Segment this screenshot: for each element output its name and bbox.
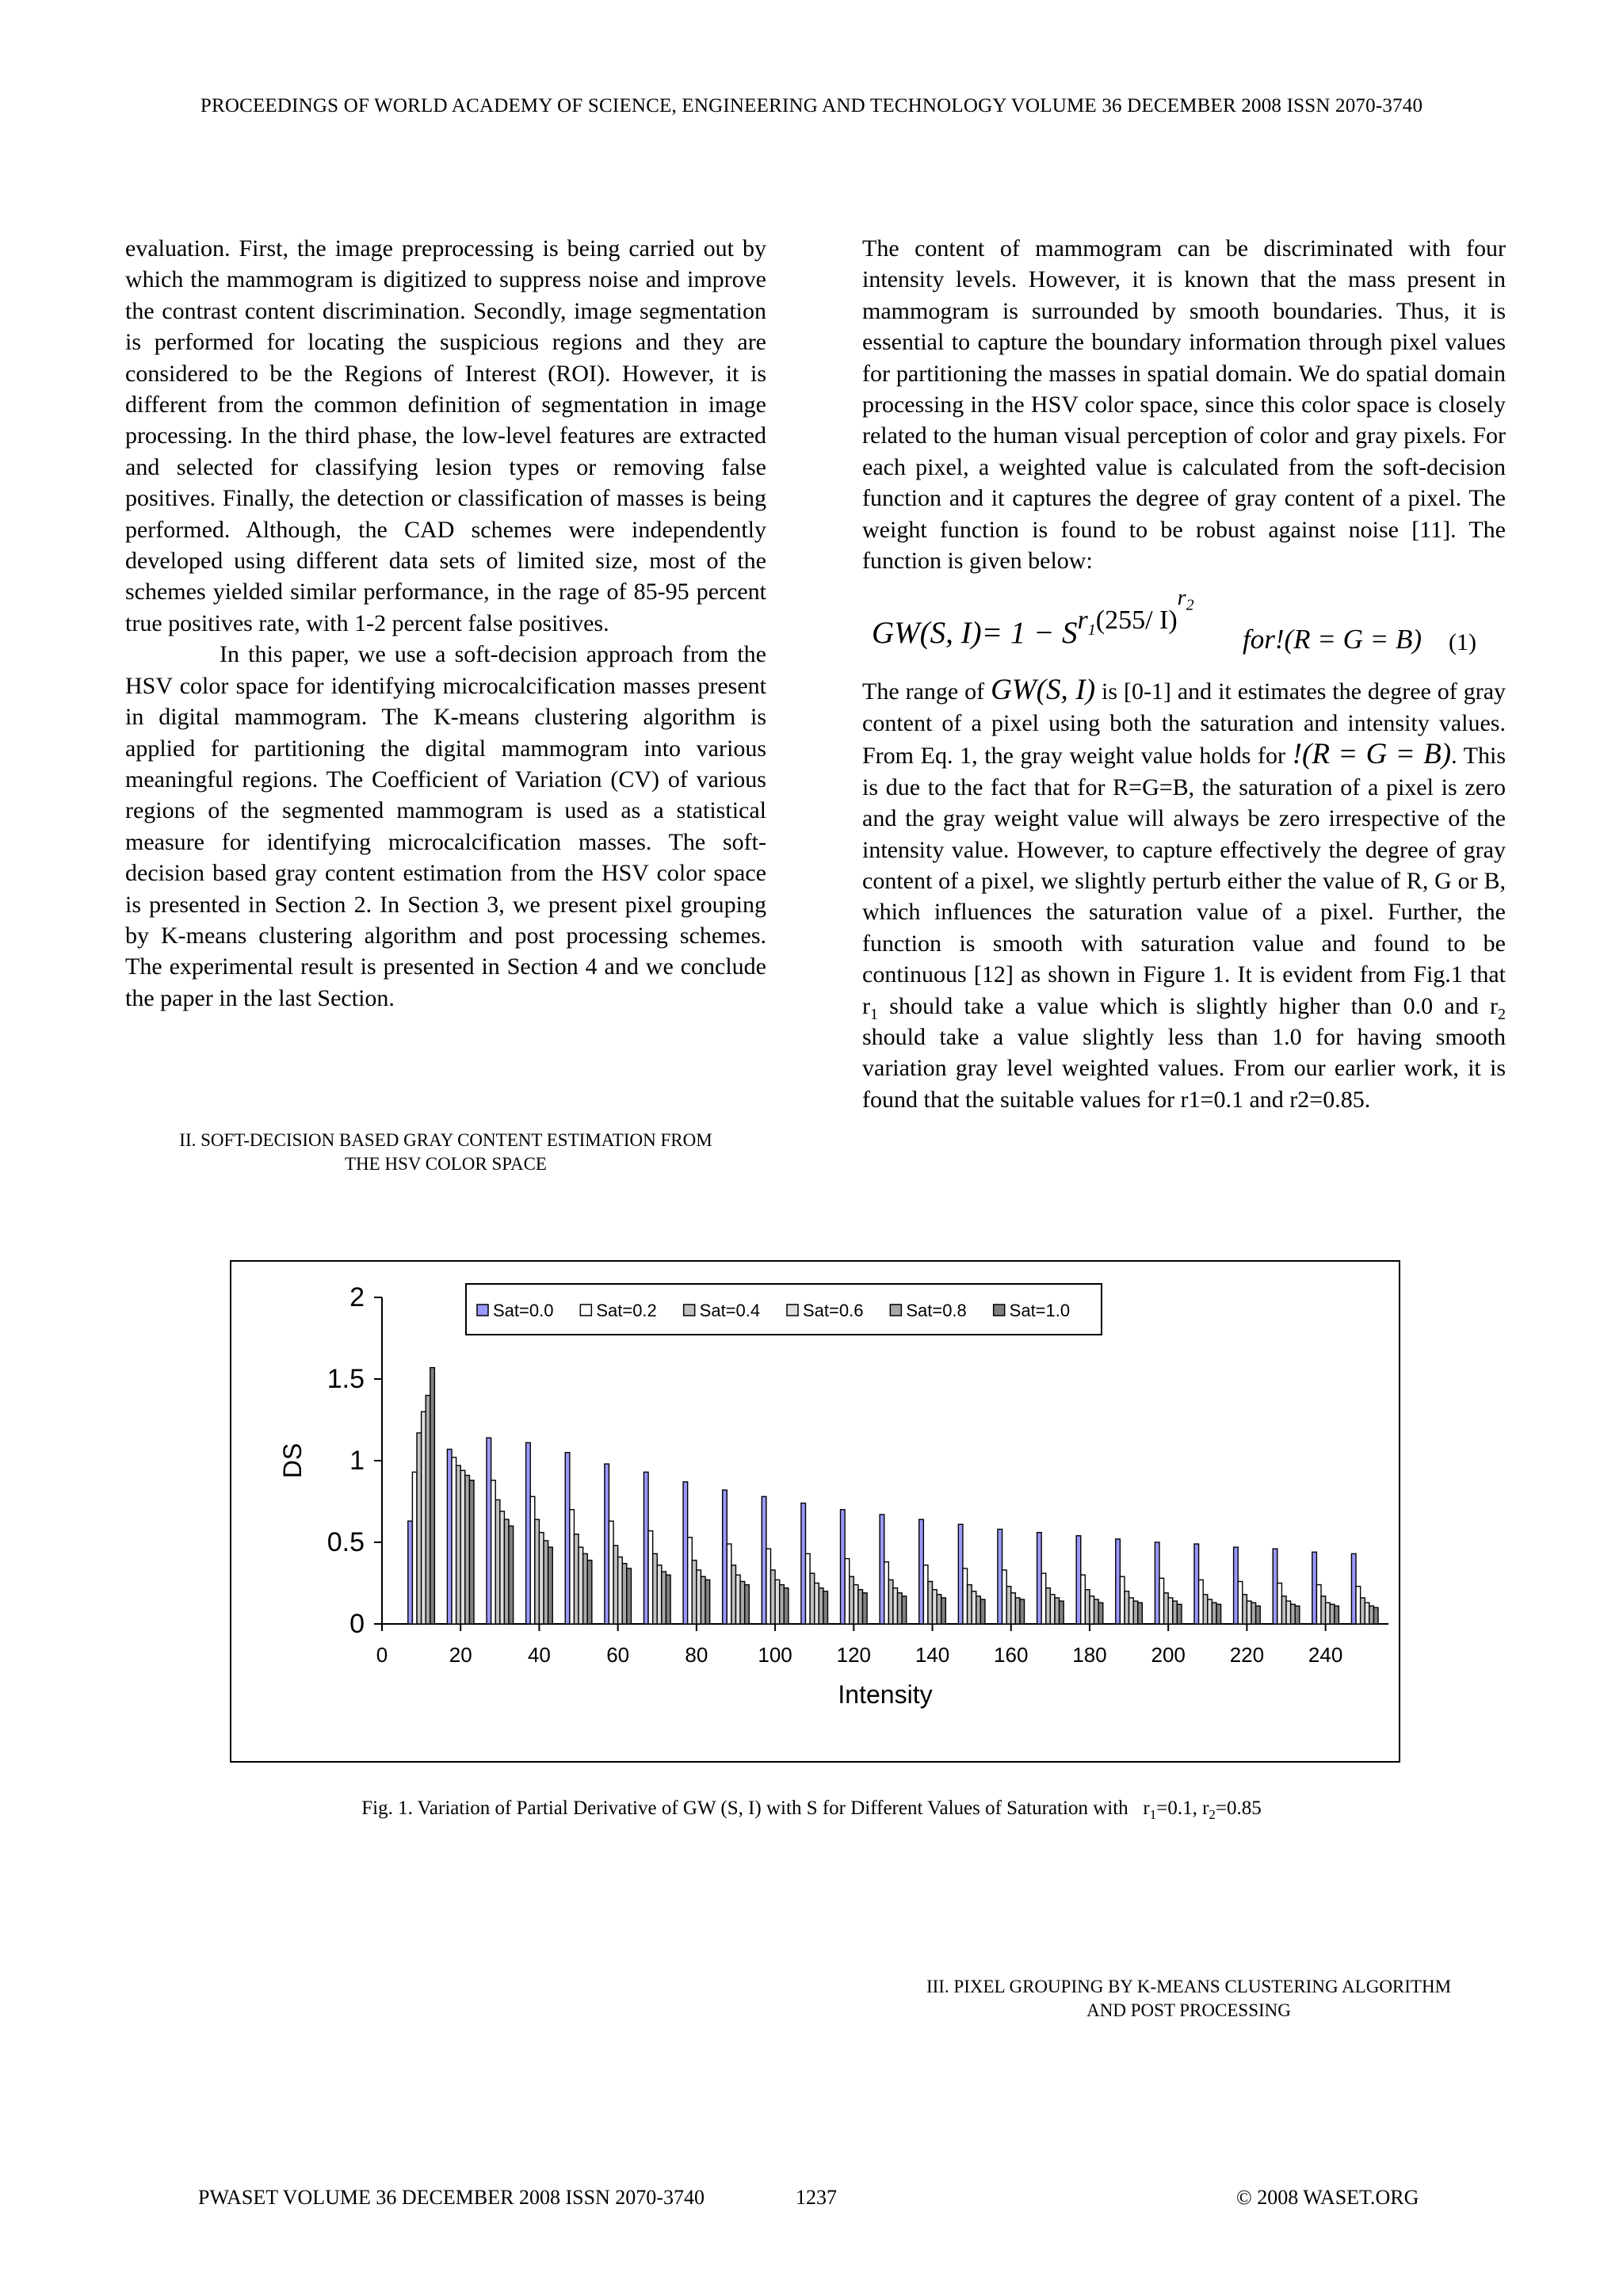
x-tick-label: 100: [758, 1643, 792, 1667]
bar-sat-0-2: [1199, 1580, 1204, 1624]
caption-text: Fig. 1. Variation of Partial Derivative of GW (S, I) with S for Different Values of Saturation with: [361, 1797, 1128, 1819]
bar-sat-0-8: [819, 1588, 823, 1624]
bar-sat-0-4: [1085, 1590, 1090, 1624]
bar-sat-0-8: [426, 1396, 430, 1624]
x-tick-label: 60: [606, 1643, 630, 1667]
bar-sat-0-8: [858, 1590, 863, 1624]
bar-sat-0-8: [1094, 1599, 1099, 1624]
legend-label: Sat=0.4: [699, 1301, 761, 1320]
y-axis-label: DS: [278, 1442, 307, 1479]
legend-label: Sat=0.2: [596, 1301, 657, 1320]
bar-sat-0-8: [976, 1596, 981, 1624]
footer-copyright: © 2008 WASET.ORG: [1236, 2186, 1419, 2209]
equation-base: (255/ I): [1095, 606, 1178, 636]
bar-sat-0-6: [579, 1547, 583, 1624]
bar-sat-0-2: [570, 1510, 575, 1624]
bar-sat-0-0: [447, 1450, 452, 1624]
bar-sat-0-2: [688, 1538, 693, 1624]
bar-sat-0-4: [1243, 1595, 1247, 1624]
left-column: [125, 233, 766, 1014]
caption-r1-value: =0.1, r: [1156, 1797, 1209, 1819]
bar-sat-1-0: [430, 1368, 435, 1624]
bar-sat-1-0: [469, 1480, 474, 1624]
bar-sat-1-0: [941, 1598, 946, 1624]
bar-sat-1-0: [784, 1588, 789, 1624]
bar-sat-1-0: [1295, 1606, 1300, 1624]
bar-sat-1-0: [1098, 1603, 1103, 1624]
bar-sat-0-4: [968, 1585, 972, 1624]
range-end: should take a value slightly less than 1.0 for having smooth variation gray level weighted values. From our earlier work, it is found that the suitable values for r1=0.1 and r2=0.85.: [862, 1023, 1506, 1113]
bar-sat-0-8: [1291, 1604, 1296, 1624]
bar-sat-0-6: [854, 1585, 858, 1624]
legend-label: Sat=0.8: [906, 1301, 967, 1320]
bar-sat-0-8: [1015, 1598, 1020, 1624]
bar-sat-0-0: [1312, 1552, 1317, 1624]
legend-swatch: [994, 1305, 1005, 1316]
bar-sat-0-4: [574, 1534, 579, 1624]
bar-sat-1-0: [1216, 1604, 1221, 1624]
bar-sat-0-2: [648, 1531, 653, 1624]
bar-sat-0-0: [1351, 1553, 1356, 1624]
bar-sat-0-4: [928, 1581, 933, 1624]
bar-sat-0-4: [731, 1565, 736, 1624]
bar-sat-0-6: [460, 1470, 465, 1624]
r2-subscript: 2: [1498, 1005, 1506, 1023]
bar-sat-0-8: [1369, 1606, 1374, 1624]
right-paragraph-2: [862, 674, 1506, 1115]
bar-sat-0-0: [526, 1442, 531, 1624]
bar-sat-1-0: [666, 1575, 670, 1624]
bar-sat-0-4: [417, 1433, 422, 1624]
bar-sat-0-6: [735, 1575, 740, 1624]
bar-sat-0-4: [810, 1573, 815, 1624]
bar-sat-0-6: [1208, 1599, 1212, 1624]
ds-intensity-chart: [231, 1262, 1399, 1761]
bar-sat-0-8: [1055, 1598, 1060, 1624]
equation-exponent-r: r: [1077, 606, 1088, 636]
bar-sat-0-6: [657, 1565, 662, 1624]
bar-sat-0-2: [452, 1457, 456, 1624]
y-tick-label: 2: [349, 1282, 365, 1312]
bar-sat-0-2: [1356, 1587, 1361, 1624]
bar-sat-1-0: [587, 1561, 592, 1624]
bar-sat-0-0: [683, 1482, 688, 1624]
range-after-r1: should take a value which is slightly higher than 0.0 and r: [878, 992, 1498, 1019]
equation-exponent-r1-sub: 1: [1087, 621, 1096, 640]
equation-lhs: GW(S, I): [872, 616, 982, 651]
bar-sat-0-2: [412, 1472, 417, 1624]
bar-sat-0-8: [937, 1595, 941, 1624]
bar-sat-0-4: [1203, 1595, 1208, 1624]
left-paragraph-2: In this paper, we use a soft-decision approach from the HSV color space for identifying microcalcification masses present in digital mammogram. The K-means clustering algorithm is applied for partitioning the digital mammogram into various meaningful regions. The Coefficient of Variation (CV) of various regions of the segmented mammogram is used as a statistical measure for identifying microcalcification masses. The soft-decision based gray content estimation from the HSV color space is presented in Section 2. In Section 3, we present pixel grouping by K-means clustering algorithm and post processing schemes. The experimental result is presented in Section 4 and we conclude the paper in the last Section.: [125, 641, 766, 1011]
bar-sat-0-6: [1129, 1598, 1134, 1624]
bar-sat-0-0: [1037, 1533, 1042, 1624]
bar-sat-0-6: [1168, 1598, 1173, 1624]
bar-sat-0-8: [1330, 1604, 1335, 1624]
bar-sat-0-0: [762, 1496, 766, 1624]
bar-sat-0-4: [1006, 1587, 1011, 1624]
bar-sat-0-6: [1286, 1601, 1291, 1624]
x-tick-label: 160: [994, 1643, 1029, 1667]
bar-sat-1-0: [823, 1591, 828, 1624]
bar-sat-0-6: [933, 1590, 938, 1624]
bar-sat-0-0: [919, 1519, 924, 1624]
bar-sat-0-6: [775, 1580, 780, 1624]
bar-sat-0-2: [923, 1565, 928, 1624]
section-3-heading: [872, 1975, 1506, 2023]
bar-sat-0-0: [1076, 1536, 1081, 1624]
bar-sat-0-4: [888, 1580, 893, 1624]
right-paragraph-1: The content of mammogram can be discriminated with four intensity levels. However, it is known that the mass present in mammogram is surrounded by smooth boundaries. Thus, it is essential to capture the boundary information through pixel values for partitioning the masses in spatial domain. We do spatial domain processing in the HSV color space, since this color space is closely related to the human visual perception of color and gray pixels. For each pixel, a weighted value is calculated from the soft-decision function and it captures the degree of gray content of a pixel. The weight function is found to be robust against noise [11]. The function is given below:: [862, 235, 1506, 575]
bar-sat-0-6: [422, 1412, 426, 1624]
section-2-heading-line-2: THE HSV COLOR SPACE: [345, 1154, 547, 1174]
bar-sat-0-0: [1116, 1539, 1121, 1624]
bar-sat-0-4: [653, 1553, 658, 1624]
bar-sat-0-8: [1133, 1601, 1138, 1624]
bar-sat-0-8: [1212, 1603, 1216, 1624]
equation-rhs: = 1 − S: [981, 616, 1078, 651]
legend-label: Sat=1.0: [1009, 1301, 1071, 1320]
bar-sat-0-0: [958, 1524, 963, 1624]
caption-r1-sub: 1: [1149, 1807, 1157, 1822]
equation-exponent-r2: r: [1177, 586, 1186, 611]
section-2-heading: [125, 1129, 766, 1176]
bar-sat-0-0: [487, 1438, 491, 1624]
caption-r2-sub: 2: [1209, 1807, 1216, 1822]
r1-subscript: 1: [870, 1005, 878, 1023]
legend-swatch: [890, 1305, 901, 1316]
bar-sat-0-0: [1194, 1544, 1199, 1624]
bar-sat-0-6: [972, 1591, 976, 1624]
bar-sat-0-4: [1281, 1596, 1286, 1624]
figure-caption: [0, 1797, 1623, 1820]
footer-page-number: 1237: [796, 2186, 837, 2209]
bar-sat-1-0: [980, 1599, 985, 1624]
range-intro: The range of: [862, 678, 985, 705]
bar-sat-1-0: [1335, 1606, 1339, 1624]
legend-swatch: [580, 1305, 591, 1316]
bar-sat-0-4: [456, 1465, 461, 1624]
bar-sat-0-8: [1251, 1603, 1256, 1624]
x-tick-label: 20: [449, 1643, 472, 1667]
x-tick-label: 220: [1229, 1643, 1265, 1667]
bar-sat-0-0: [1155, 1542, 1159, 1624]
bar-sat-0-4: [1164, 1593, 1169, 1624]
bar-sat-1-0: [863, 1593, 868, 1624]
bar-sat-0-6: [618, 1557, 623, 1624]
bar-sat-0-2: [1002, 1570, 1007, 1624]
bar-sat-0-4: [1125, 1591, 1129, 1624]
legend-box: [466, 1284, 1102, 1335]
caption-r2-value: =0.85: [1215, 1797, 1262, 1819]
bar-sat-1-0: [705, 1580, 710, 1624]
bar-sat-0-6: [1326, 1603, 1331, 1624]
bar-sat-0-0: [801, 1503, 806, 1624]
bar-sat-0-8: [465, 1476, 470, 1624]
bar-sat-0-0: [1234, 1547, 1239, 1624]
bar-sat-0-8: [898, 1593, 903, 1624]
inline-gw-symbol: GW(S, I): [991, 674, 1096, 707]
legend-swatch: [477, 1305, 488, 1316]
bar-sat-0-0: [880, 1515, 884, 1624]
bar-sat-0-4: [613, 1545, 618, 1624]
legend-swatch: [787, 1305, 798, 1316]
bar-sat-0-6: [893, 1588, 898, 1624]
bar-sat-0-0: [998, 1530, 1002, 1624]
bar-sat-0-4: [1046, 1588, 1051, 1624]
bar-sat-0-2: [530, 1496, 535, 1624]
bar-sat-0-0: [1273, 1549, 1277, 1624]
x-axis-label: Intensity: [838, 1680, 933, 1709]
equation-expression: [872, 586, 1194, 651]
bar-sat-0-2: [806, 1553, 811, 1624]
x-tick-label: 0: [376, 1643, 388, 1667]
equation-1: [862, 576, 1506, 674]
legend-swatch: [684, 1305, 695, 1316]
bar-sat-0-2: [963, 1568, 968, 1624]
bar-sat-0-6: [1011, 1593, 1016, 1624]
bar-sat-0-8: [662, 1572, 666, 1624]
bar-sat-0-2: [1041, 1573, 1046, 1624]
bar-sat-0-8: [740, 1581, 745, 1624]
x-tick-label: 240: [1308, 1643, 1343, 1667]
bar-sat-0-2: [491, 1480, 496, 1624]
bar-sat-1-0: [1060, 1601, 1064, 1624]
bar-sat-0-2: [845, 1559, 850, 1624]
bar-sat-0-6: [1365, 1603, 1369, 1624]
bar-sat-0-2: [1159, 1578, 1164, 1624]
y-tick-label: 0: [349, 1609, 365, 1639]
bar-sat-0-4: [1361, 1598, 1365, 1624]
bar-sat-0-2: [1316, 1585, 1321, 1624]
bar-sat-0-8: [622, 1564, 627, 1624]
bar-sat-0-2: [1120, 1576, 1125, 1624]
equation-condition: for!(R = G = B): [1243, 624, 1423, 655]
bar-sat-0-4: [495, 1499, 500, 1624]
bar-sat-1-0: [509, 1526, 514, 1624]
inline-condition: !(R = G = B): [1292, 738, 1452, 771]
bar-sat-0-2: [1277, 1584, 1282, 1625]
y-tick-label: 0.5: [327, 1527, 365, 1557]
equation-exponent-r2-sub: 2: [1186, 597, 1194, 615]
bar-sat-1-0: [1020, 1599, 1025, 1624]
x-tick-label: 40: [527, 1643, 551, 1667]
bar-sat-0-6: [697, 1570, 701, 1624]
x-tick-label: 80: [685, 1643, 708, 1667]
x-tick-label: 140: [915, 1643, 950, 1667]
left-paragraph-1: evaluation. First, the image preprocessing is being carried out by which the mammogram is digitized to suppress noise and improve the contrast content discrimination. Secondly, image segmentation is performed for locating the suspicious regions and they are considered to be the Regions of Interest (ROI). However, it is different from the common definition of segmentation in image processing. In the third phase, the low-level features are extracted and selected for classifying lesion types or removing false positives. Finally, the detection or classification of masses is being performed. Although, the CAD schemes were independently developed using different data sets of limited size, most of the schemes yielded similar performance, in the rage of 85-95 percent true positives rate, with 1-2 percent false positives.: [125, 235, 766, 636]
bar-sat-0-0: [408, 1521, 413, 1624]
equation-number: (1): [1449, 629, 1476, 656]
bar-sat-1-0: [1373, 1607, 1378, 1624]
bar-sat-1-0: [1256, 1606, 1261, 1624]
right-column: [862, 233, 1506, 1115]
bar-sat-0-0: [643, 1472, 648, 1624]
bar-sat-0-0: [723, 1490, 727, 1624]
section-3-heading-line-2: AND POST PROCESSING: [1086, 2000, 1291, 2020]
bar-sat-0-4: [535, 1519, 540, 1624]
caption-r1-label: r: [1143, 1797, 1150, 1819]
bar-sat-0-8: [1173, 1601, 1178, 1624]
bar-sat-0-4: [1321, 1596, 1326, 1624]
bar-sat-0-4: [850, 1576, 854, 1624]
bar-sat-0-6: [1050, 1595, 1055, 1624]
bar-sat-0-2: [1238, 1581, 1243, 1624]
bar-sat-1-0: [1177, 1604, 1182, 1624]
range-rest: . This is due to the fact that for R=G=B, the saturation of a pixel is zero and the gray weight value will always be zero irrespective of the intensity value. However, to capture effectively the degree of gray content of a pixel, we slightly perturb either the value of R, G or B, which influences the saturation value of a pixel. Further, the function is smooth with saturation value and found to be continuous [12] as shown in Figure 1. It is evident from Fig.1 that r: [862, 743, 1506, 1019]
bar-sat-0-6: [539, 1533, 544, 1624]
bar-sat-0-0: [565, 1453, 570, 1624]
y-tick-label: 1.5: [327, 1364, 365, 1394]
bar-sat-0-6: [500, 1511, 505, 1624]
bar-sat-0-2: [884, 1562, 889, 1624]
bar-sat-0-6: [815, 1584, 819, 1625]
x-tick-label: 180: [1072, 1643, 1107, 1667]
bar-sat-0-2: [609, 1521, 613, 1624]
bar-sat-0-2: [766, 1549, 771, 1624]
bar-sat-0-6: [1247, 1601, 1251, 1624]
bar-sat-0-6: [1090, 1596, 1094, 1624]
x-tick-label: 200: [1151, 1643, 1186, 1667]
footer-journal: PWASET VOLUME 36 DECEMBER 2008 ISSN 2070-3740: [198, 2186, 705, 2209]
bar-sat-0-4: [692, 1561, 697, 1624]
running-header: PROCEEDINGS OF WORLD ACADEMY OF SCIENCE, ENGINEERING AND TECHNOLOGY VOLUME 36 DECEMBER 2008 ISSN 2070-3740: [200, 95, 1423, 117]
bar-sat-0-8: [780, 1585, 785, 1624]
bar-sat-1-0: [1138, 1603, 1143, 1624]
bar-sat-0-2: [1081, 1575, 1086, 1624]
section-3-heading-line-1: III. PIXEL GROUPING BY K-MEANS CLUSTERING ALGORITHM: [926, 1977, 1452, 1996]
section-2-heading-line-1: II. SOFT-DECISION BASED GRAY CONTENT ESTIMATION FROM: [179, 1130, 712, 1150]
range-middle: is [0-1] and it estimates the degree of gray content of a pixel using both the saturation and intensity values. From Eq. 1, the gray weight value holds for: [862, 678, 1507, 770]
legend-label: Sat=0.6: [803, 1301, 864, 1320]
bar-sat-0-8: [544, 1541, 548, 1624]
legend-label: Sat=0.0: [493, 1301, 554, 1320]
y-tick-label: 1: [349, 1446, 365, 1476]
bar-sat-0-2: [727, 1544, 731, 1624]
bar-sat-1-0: [902, 1596, 907, 1624]
bar-sat-1-0: [627, 1568, 632, 1624]
bar-sat-0-8: [504, 1519, 509, 1624]
bar-sat-0-8: [583, 1553, 588, 1624]
bar-sat-1-0: [745, 1585, 750, 1624]
figure-1: [230, 1260, 1400, 1763]
bar-sat-0-0: [841, 1510, 846, 1624]
bar-sat-0-4: [770, 1570, 775, 1624]
x-tick-label: 120: [836, 1643, 872, 1667]
bar-sat-0-0: [605, 1464, 609, 1624]
bar-sat-0-8: [701, 1576, 705, 1624]
bar-sat-1-0: [548, 1547, 553, 1624]
